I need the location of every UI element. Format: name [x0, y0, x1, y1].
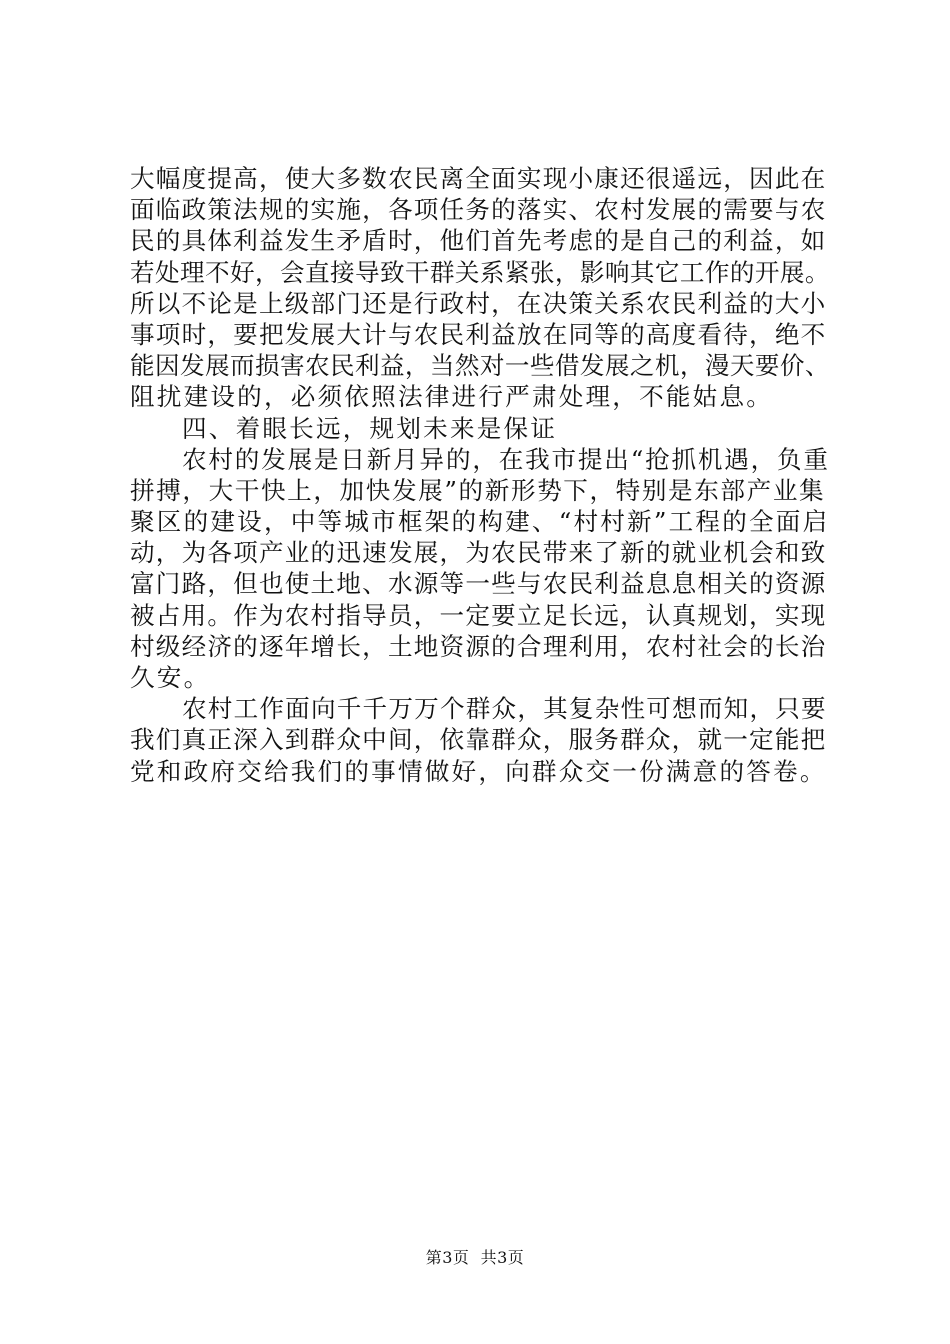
page-footer	[0, 1245, 950, 1268]
document-body	[130, 163, 830, 787]
body-line-13: 动，为各项产业的迅速发展，为农民带来了新的就业机会和致	[130, 538, 827, 568]
body-line-6: 事项时，要把发展大计与农民利益放在同等的高度看待，绝不	[130, 319, 827, 349]
body-line-8: 阻扰建设的，必须依照法律进行严肃处理，不能姑息。	[130, 382, 774, 412]
body-line-17: 久安。	[130, 663, 211, 692]
body-line-15: 被占用。作为农村指导员，一定要立足长远，认真规划，实现	[130, 600, 827, 630]
body-line-14: 富门路，但也使土地、水源等一些与农民利益息息相关的资源	[130, 569, 827, 599]
body-line-7: 能因发展而损害农民利益，当然对一些借发展之机，漫天要价、	[130, 351, 830, 381]
body-line-18: 农村工作面向千千万万个群众，其复杂性可想而知，只要	[182, 694, 827, 724]
body-line-5: 所以不论是上级部门还是行政村，在决策关系农民利益的大小	[130, 288, 827, 318]
body-line-20: 党和政府交给我们的事情做好，向群众交一份满意的答卷。	[130, 756, 827, 786]
body-line-10: 农村的发展是日新月异的，在我市提出“抢抓机遇，负重	[182, 444, 830, 474]
body-line-4: 若处理不好，会直接导致干群关系紧张，影响其它工作的开展。	[130, 257, 830, 287]
body-line-2: 面临政策法规的实施，各项任务的落实、农村发展的需要与农	[130, 195, 827, 225]
body-line-12: 聚区的建设，中等城市框架的构建、“村村新”工程的全面启	[130, 507, 830, 537]
body-line-3: 民的具体利益发生矛盾时，他们首先考虑的是自己的利益，如	[130, 226, 827, 256]
section-heading: 四、着眼长远，规划未来是保证	[182, 413, 558, 443]
body-line-11: 拼搏，大干快上，加快发展”的新形势下，特别是东部产业集	[130, 475, 826, 505]
body-line-19: 我们真正深入到群众中间，依靠群众，服务群众，就一定能把	[130, 725, 827, 755]
body-line-16: 村级经济的逐年增长，土地资源的合理利用，农村社会的长治	[130, 631, 827, 661]
page-number-label: 第3页 共3页	[425, 1248, 525, 1267]
body-line-1: 大幅度提高，使大多数农民离全面实现小康还很遥远，因此在	[130, 164, 827, 193]
